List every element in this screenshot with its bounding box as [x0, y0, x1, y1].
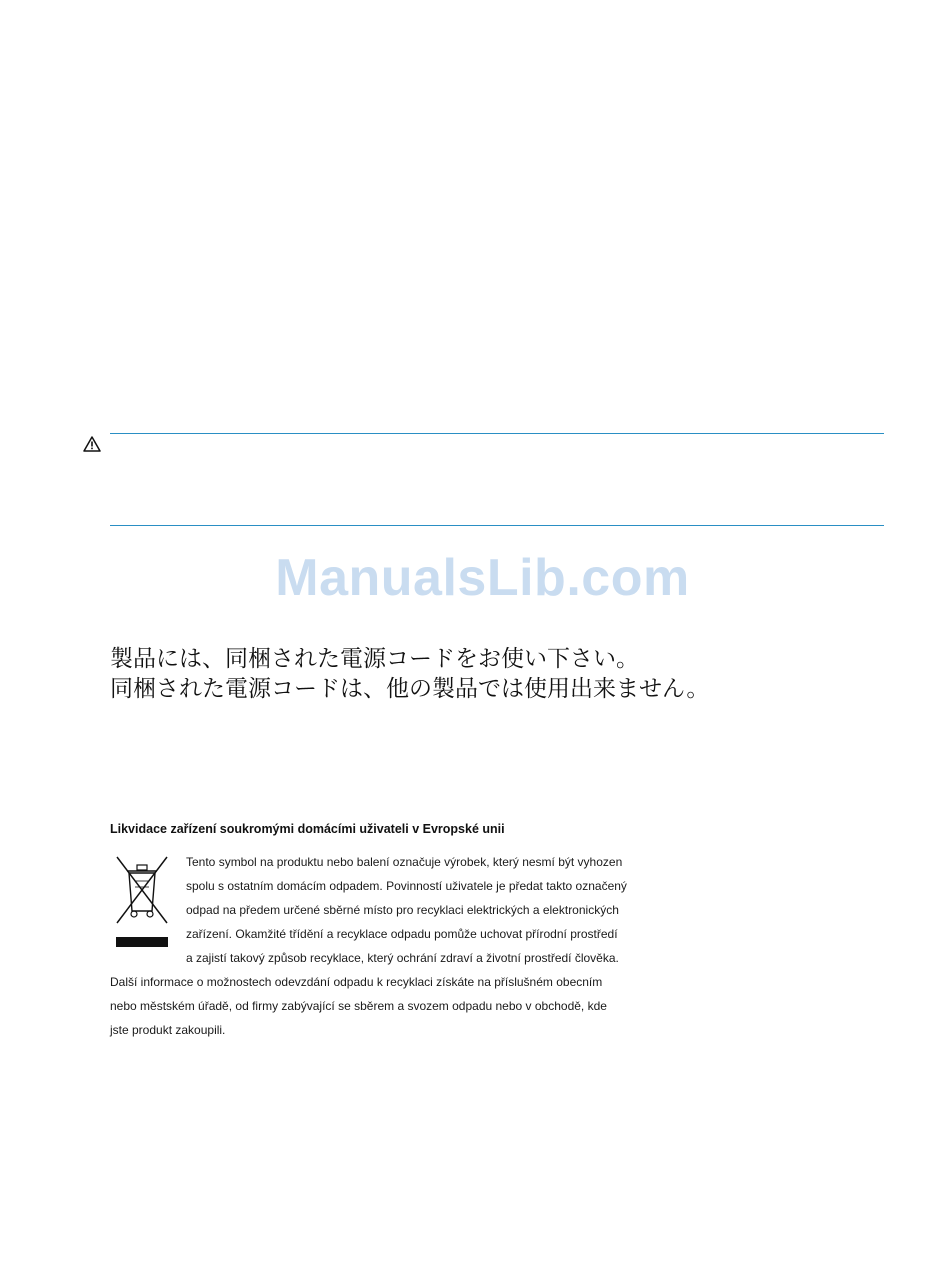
disposal-text-line: Tento symbol na produktu nebo balení označuje výrobek, který nesmí být vyhozen [186, 855, 623, 869]
disposal-text-line: Další informace o možnostech odevzdání odpadu k recyklaci získáte na příslušném obecním [110, 975, 603, 989]
japanese-power-cord-notice [110, 644, 730, 704]
warning-bottom-rule [110, 525, 884, 526]
warning-top-rule [110, 433, 884, 434]
disposal-heading: Likvidace zařízení soukromými domácími uživateli v Evropské unii [110, 822, 505, 836]
crossed-out-wheelie-bin-icon [113, 853, 171, 951]
disposal-text-line: spolu s ostatním domácím odpadem. Povinností uživatele je předat takto označený [186, 879, 627, 893]
disposal-text-line: nebo městském úřadě, od firmy zabývající se sběrem a svozem odpadu nebo v obchodě, kde [110, 999, 607, 1013]
disposal-text-line: odpad na předem určené sběrné místo pro recyklaci elektrických a elektronických [186, 903, 619, 917]
jp-notice-line: 製品には、同梱された電源コードをお使い下さい。 [110, 646, 639, 672]
jp-notice-line: 同梱された電源コードは、他の製品では使用出来ません。 [110, 676, 710, 702]
warning-triangle-icon [83, 436, 101, 452]
disposal-text-line: a zajistí takový způsob recyklace, který ochrání zdraví a životní prostředí člověka. [186, 951, 619, 965]
disposal-text-line: zařízení. Okamžité třídění a recyklace odpadu pomůže uchovat přírodní prostředí [186, 927, 618, 941]
watermark: ManualsLib.com [275, 549, 690, 607]
disposal-text-line: jste produkt zakoupili. [110, 1023, 226, 1037]
